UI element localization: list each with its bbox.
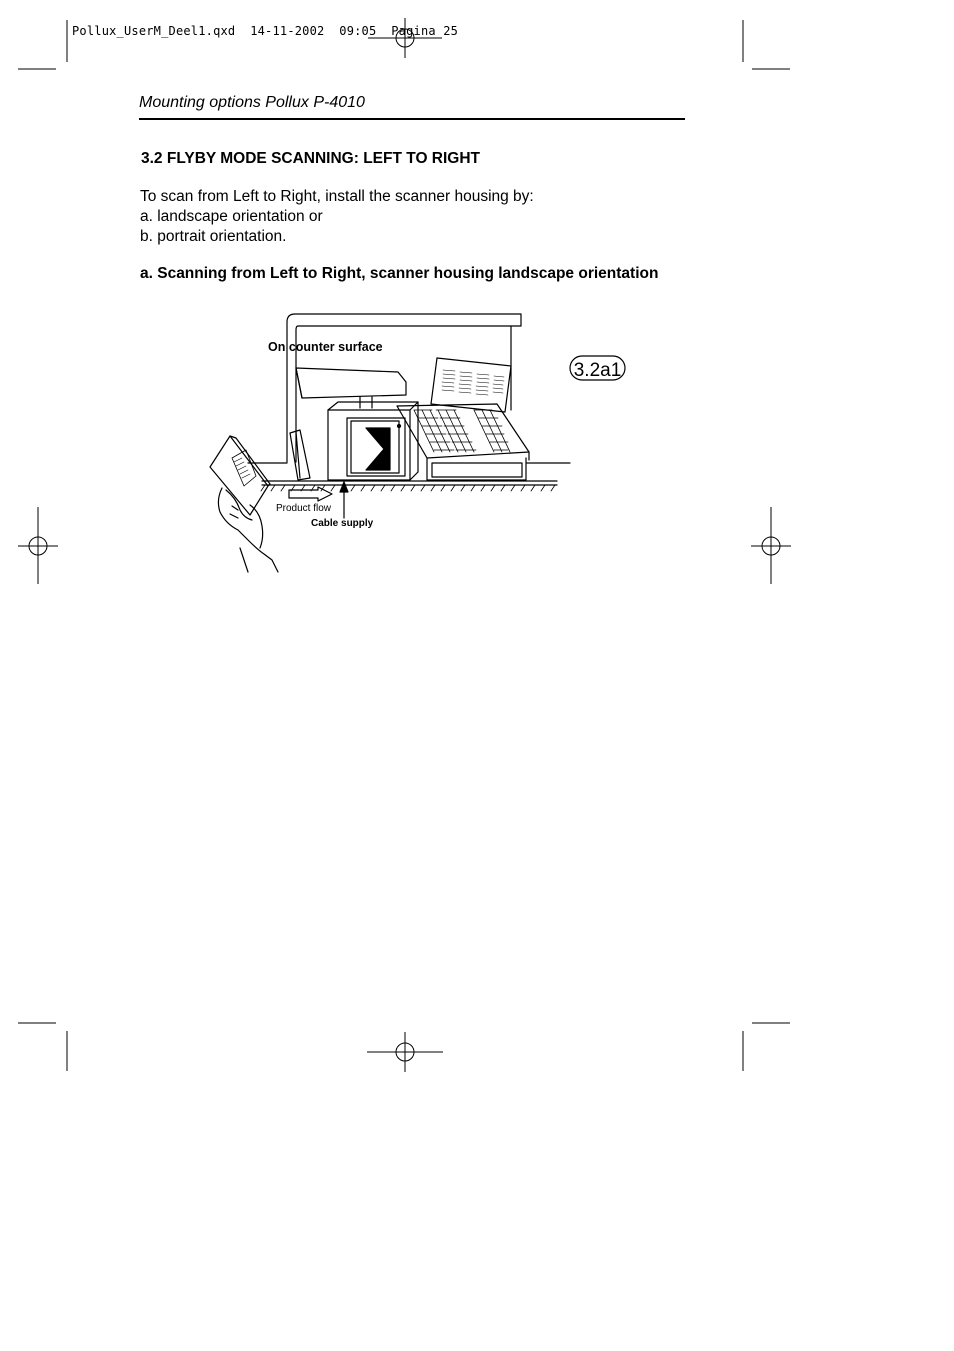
- intro-line: To scan from Left to Right, install the scanner housing by:: [140, 188, 534, 205]
- figure-badge: 3.2a1: [573, 360, 622, 381]
- intro-line: b. portrait orientation.: [140, 228, 287, 245]
- left-stand: [290, 430, 310, 480]
- hand: [218, 488, 278, 572]
- label-cable-supply: Cable supply: [311, 518, 374, 529]
- subheading: a. Scanning from Left to Right, scanner housing landscape orientation: [140, 265, 659, 282]
- running-header: Mounting options Pollux P-4010: [139, 94, 365, 111]
- cable-supply-arrow: [340, 482, 348, 518]
- product-flow-arrow: [289, 487, 332, 501]
- section-title: 3.2 FLYBY MODE SCANNING: LEFT TO RIGHT: [141, 150, 481, 167]
- label-product-flow: Product flow: [276, 503, 332, 514]
- scanner-housing: [328, 402, 418, 480]
- intro-line: a. landscape orientation or: [140, 208, 323, 225]
- print-slug: Pollux_UserM_Deel1.qxd 14-11-2002 09:05 Pagina 25: [72, 24, 459, 38]
- keyboard-keys: [414, 410, 510, 452]
- price-sheet-lines: [442, 370, 504, 395]
- counter-panel: [287, 314, 521, 462]
- label-on-counter-surface: On counter surface: [268, 340, 383, 354]
